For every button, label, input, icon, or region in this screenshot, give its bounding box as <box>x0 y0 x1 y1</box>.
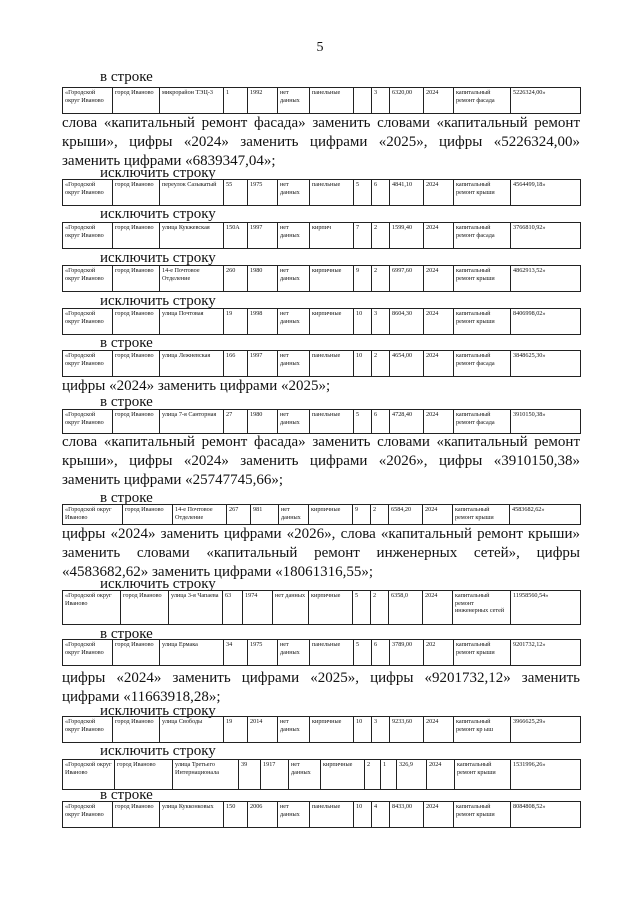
table-cell: микрорайон ТЭЦ-3 <box>160 88 224 114</box>
table-cell: 2 <box>365 760 381 790</box>
table-cell: город Иваново <box>113 351 160 377</box>
table-cell: улица Кукконковых <box>160 802 224 828</box>
table-cell: нет данных <box>278 717 310 743</box>
table-cell: «Городской округ Иваново <box>63 410 113 434</box>
table-cell: 1975 <box>248 640 278 666</box>
table-row <box>62 179 581 206</box>
table-cell: 5226324,00» <box>511 88 581 114</box>
table-row <box>62 716 581 743</box>
table-cell: 2024 <box>424 351 454 377</box>
table-cell: панельные <box>310 88 354 114</box>
table-cell: 2024 <box>424 223 454 249</box>
table-cell: улица Кукжевская <box>160 223 224 249</box>
table-cell: 4583682,62» <box>510 505 581 525</box>
table-cell: нет данных <box>278 266 310 292</box>
table-row <box>62 350 581 377</box>
table-cell: 3 <box>372 717 390 743</box>
table-cell: 8406998,02» <box>511 309 581 335</box>
table-cell: город Иваново <box>113 266 160 292</box>
table-row <box>62 87 581 114</box>
table-cell: панельные <box>310 351 354 377</box>
table-cell: 4 <box>372 802 390 828</box>
table-cell: 63 <box>223 591 243 625</box>
table-cell: 2024 <box>424 717 454 743</box>
table-cell: 2024 <box>424 410 454 434</box>
instruction-label: в строке <box>100 69 153 85</box>
table-cell: 19 <box>224 717 248 743</box>
table-cell: 4728,40 <box>390 410 424 434</box>
table-row <box>62 409 581 434</box>
table-cell: 14-е Почтовое Отделение <box>160 266 224 292</box>
instruction-label: исключить строку <box>100 703 216 719</box>
table-cell: кирпичные <box>310 309 354 335</box>
table-cell: «Городской округ Иваново <box>63 88 113 114</box>
table-cell: 39 <box>239 760 261 790</box>
table-cell: город Иваново <box>113 223 160 249</box>
table-cell: «Городской округ Иваново <box>63 180 113 206</box>
table-cell: 3966625,29» <box>511 717 581 743</box>
table-cell: 4841,10 <box>390 180 424 206</box>
instruction-label: исключить строку <box>100 293 216 309</box>
table-cell: город Иваново <box>113 802 160 828</box>
table-cell: панельные <box>310 640 354 666</box>
table-cell: капитальный ремонт крыши <box>454 180 511 206</box>
table-cell: 4862913,52» <box>511 266 581 292</box>
table-cell: город Иваново <box>121 591 169 625</box>
table-cell <box>354 88 372 114</box>
table-cell: 2024 <box>424 309 454 335</box>
table-cell: капитальный ремонт фасада <box>454 88 511 114</box>
table-cell: 2 <box>372 223 390 249</box>
table-cell: капитальный ремонт фасада <box>454 410 511 434</box>
instruction-label: в строке <box>100 787 153 803</box>
table-cell: нет данных <box>289 760 321 790</box>
table-cell: капитальный ремонт инженерных сетей <box>453 591 511 625</box>
table-cell: панельные <box>310 410 354 434</box>
table-cell: город Иваново <box>113 410 160 434</box>
table-cell: нет данных <box>279 505 309 525</box>
table-cell: нет данных <box>273 591 309 625</box>
table-cell: 10 <box>354 309 372 335</box>
amendment-text: цифры «2024» заменить цифрами «2026», слова «капитальный ремонт крыши» заменить словами «капитальный ремонт инженерных сетей», цифры «4583682,62» заменить цифрами «18061316,55»; <box>62 526 580 580</box>
table-cell: 55 <box>224 180 248 206</box>
table-cell: кирпичные <box>309 591 353 625</box>
table-cell: улица Почтовая <box>160 309 224 335</box>
table-cell: 8433,00 <box>390 802 424 828</box>
table-cell: 5 <box>354 410 372 434</box>
table-cell: 9 <box>353 505 371 525</box>
table-row <box>62 759 581 790</box>
table-cell: 5 <box>353 591 371 625</box>
table-cell: «Городской округ Иваново <box>63 505 123 525</box>
table-cell: 9 <box>354 266 372 292</box>
table-cell: 2024 <box>424 266 454 292</box>
table-cell: «Городской округ Иваново <box>63 223 113 249</box>
table-cell: 326,9 <box>397 760 427 790</box>
table-cell: 1917 <box>261 760 289 790</box>
table-cell: «Городской округ Иваново <box>63 309 113 335</box>
amendment-text: слова «капитальный ремонт фасада» заменить словами «капитальный ремонт крыши», цифры «2024» заменить цифрами «2026», цифры «3910150,38» заменить цифрами «25747745,66»; <box>62 434 580 488</box>
table-cell: 260 <box>224 266 248 292</box>
table-cell: 6997,60 <box>390 266 424 292</box>
table-cell: «Городской округ Иваново <box>63 351 113 377</box>
table-cell: 981 <box>251 505 279 525</box>
table-cell: нет данных <box>278 410 310 434</box>
table-cell: 1980 <box>248 410 278 434</box>
table-cell: улица Третьего Интернационала <box>173 760 239 790</box>
table-cell: 267 <box>227 505 251 525</box>
table-cell: улица Ермака <box>160 640 224 666</box>
table-cell: 7 <box>354 223 372 249</box>
table-cell: 5 <box>354 180 372 206</box>
table-cell: кирпичные <box>310 717 354 743</box>
table-cell: панельные <box>310 802 354 828</box>
table-cell: капитальный ремонт фасада <box>454 223 511 249</box>
table-cell: 2024 <box>424 802 454 828</box>
table-cell: 8604,30 <box>390 309 424 335</box>
table-cell: капитальный ремонт фасада <box>454 351 511 377</box>
table-cell: 10 <box>354 717 372 743</box>
page-number: 5 <box>316 40 324 55</box>
instruction-label: исключить строку <box>100 576 216 592</box>
table-cell: «Городской округ Иваново <box>63 640 113 666</box>
table-cell: 4654,00 <box>390 351 424 377</box>
table-cell: 1975 <box>248 180 278 206</box>
table-cell: 150 <box>224 802 248 828</box>
table-cell: 4564499,18» <box>511 180 581 206</box>
table-cell: «Городской округ Иваново <box>63 802 113 828</box>
table-row <box>62 504 581 525</box>
table-cell: «Городской округ Иваново <box>63 591 121 625</box>
amendment-text: цифры «2024» заменить цифрами «2025»; <box>62 378 331 394</box>
table-row <box>62 308 581 335</box>
table-cell: кирпичные <box>309 505 353 525</box>
table-cell: город Иваново <box>123 505 173 525</box>
table-cell: 2 <box>371 505 389 525</box>
table-cell: нет данных <box>278 351 310 377</box>
table-cell: 2 <box>371 591 389 625</box>
table-cell: «Городской округ Иваново <box>63 717 113 743</box>
table-row <box>62 639 581 666</box>
table-cell: 1974 <box>243 591 273 625</box>
table-cell: нет данных <box>278 223 310 249</box>
amendment-text: слова «капитальный ремонт фасада» заменить словами «капитальный ремонт крыши», цифры «2024» заменить цифрами «2025», цифры «5226324,00» заменить цифрами «6839347,04»; <box>62 115 580 169</box>
table-cell: 202 <box>424 640 454 666</box>
table-cell: 6320,00 <box>390 88 424 114</box>
table-cell: панельные <box>310 180 354 206</box>
instruction-label: исключить строку <box>100 206 216 222</box>
table-cell: нет данных <box>278 802 310 828</box>
table-cell: «Городской округ Иваново <box>63 760 115 790</box>
table-cell: капитальный ремонт крыши <box>454 640 511 666</box>
table-cell: 6358,0 <box>389 591 423 625</box>
table-cell: 2024 <box>427 760 455 790</box>
table-cell: город Иваново <box>113 309 160 335</box>
table-row <box>62 590 581 625</box>
table-cell: улица 3-я Чапаева <box>169 591 223 625</box>
table-cell: 2 <box>372 266 390 292</box>
table-cell: нет данных <box>278 180 310 206</box>
instruction-label: исключить строку <box>100 250 216 266</box>
table-cell: 8084808,52» <box>511 802 581 828</box>
table-row <box>62 222 581 249</box>
table-cell: 34 <box>224 640 248 666</box>
table-cell: нет данных <box>278 309 310 335</box>
table-cell: 2 <box>372 351 390 377</box>
table-cell: 1992 <box>248 88 278 114</box>
table-cell: город Иваново <box>113 640 160 666</box>
instruction-label: в строке <box>100 394 153 410</box>
table-cell: 2024 <box>424 88 454 114</box>
table-cell: 1599,40 <box>390 223 424 249</box>
table-cell: 5 <box>354 640 372 666</box>
table-cell: 6 <box>372 410 390 434</box>
table-cell: 1980 <box>248 266 278 292</box>
table-cell: улица Свободы <box>160 717 224 743</box>
table-cell: 14-е Почтовое Отделение <box>173 505 227 525</box>
table-cell: 1998 <box>248 309 278 335</box>
table-cell: капитальный ремонт крыши <box>454 266 511 292</box>
table-cell: капитальный ремонт кр ыш <box>454 717 511 743</box>
table-cell: 6584,20 <box>389 505 423 525</box>
table-cell: 2024 <box>424 180 454 206</box>
table-cell: 11958560,54» <box>511 591 581 625</box>
table-cell: 9201732,12» <box>511 640 581 666</box>
instruction-label: в строке <box>100 490 153 506</box>
table-cell: улица Лежневская <box>160 351 224 377</box>
table-cell: 2006 <box>248 802 278 828</box>
table-cell: 27 <box>224 410 248 434</box>
table-cell: капитальный ремонт крыши <box>453 505 510 525</box>
table-cell: 10 <box>354 802 372 828</box>
table-cell: нет данных <box>278 88 310 114</box>
table-cell: 1997 <box>248 223 278 249</box>
table-cell: 3910150,38» <box>511 410 581 434</box>
table-cell: 1 <box>224 88 248 114</box>
instruction-label: исключить строку <box>100 165 216 181</box>
table-row <box>62 801 581 828</box>
table-cell: 2024 <box>423 505 453 525</box>
table-cell: 3766810,92» <box>511 223 581 249</box>
table-cell: кирпич <box>310 223 354 249</box>
table-cell: капитальный ремонт крыши <box>455 760 511 790</box>
table-cell: 6 <box>372 640 390 666</box>
table-cell: 6 <box>372 180 390 206</box>
table-cell: 3848625,30» <box>511 351 581 377</box>
instruction-label: в строке <box>100 626 153 642</box>
table-cell: 1 <box>381 760 397 790</box>
table-cell: город Иваново <box>115 760 173 790</box>
table-cell: 3 <box>372 309 390 335</box>
table-cell: кирпичные <box>321 760 365 790</box>
table-cell: 1531996,26» <box>511 760 581 790</box>
table-cell: нет данных <box>278 640 310 666</box>
table-cell: 3 <box>372 88 390 114</box>
table-cell: город Иваново <box>113 717 160 743</box>
table-cell: 150А <box>224 223 248 249</box>
table-row <box>62 265 581 292</box>
table-cell: 1997 <box>248 351 278 377</box>
table-cell: 9233,60 <box>390 717 424 743</box>
table-cell: капитальный ремонт крыши <box>454 802 511 828</box>
table-cell: кирпичные <box>310 266 354 292</box>
table-cell: 3789,00 <box>390 640 424 666</box>
instruction-label: в строке <box>100 335 153 351</box>
table-cell: 19 <box>224 309 248 335</box>
table-cell: капитальный ремонт крыши <box>454 309 511 335</box>
instruction-label: исключить строку <box>100 743 216 759</box>
table-cell: 10 <box>354 351 372 377</box>
table-cell: 166 <box>224 351 248 377</box>
table-cell: город Иваново <box>113 180 160 206</box>
table-cell: переулок Сазыкатый <box>160 180 224 206</box>
table-cell: 2014 <box>248 717 278 743</box>
table-cell: «Городской округ Иваново <box>63 266 113 292</box>
table-cell: улица 7-я Санторная <box>160 410 224 434</box>
amendment-text: цифры «2024» заменить цифрами «2025», цифры «9201732,12» заменить цифрами «11663918,28»; <box>62 670 580 705</box>
table-cell: 2024 <box>423 591 453 625</box>
table-cell: город Иваново <box>113 88 160 114</box>
